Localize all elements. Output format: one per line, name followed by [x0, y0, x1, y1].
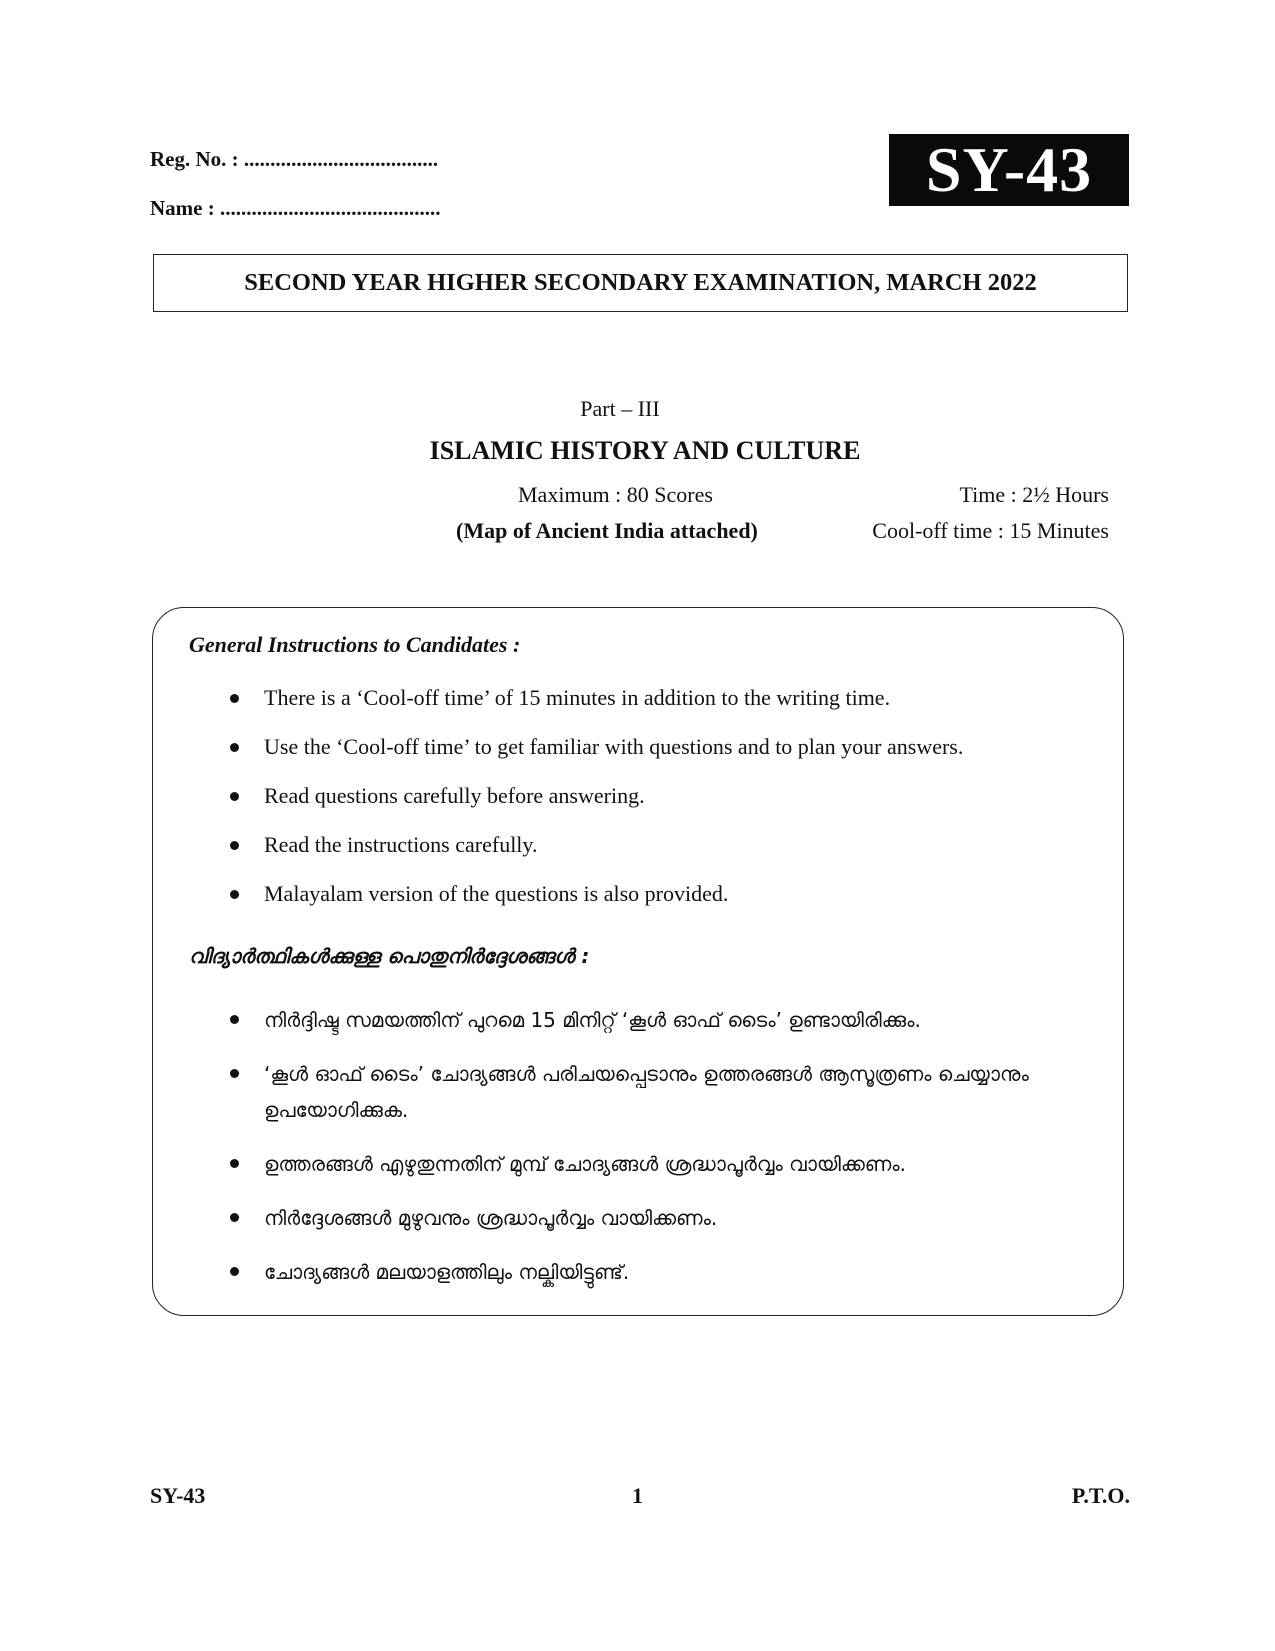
instructions-box	[152, 607, 1124, 1316]
instruction-item: Read questions carefully before answering.	[153, 783, 1123, 832]
time-allowed: Time : 2½ Hours	[959, 482, 1109, 507]
footer-paper-code: SY-43	[150, 1483, 206, 1508]
malayalam-instructions-heading: വിദ്യാർത്ഥികൾക്കുള്ള പൊതുനിർദ്ദേശങ്ങൾ :	[189, 944, 590, 968]
footer-pto: P.T.O.	[1071, 1483, 1130, 1508]
malayalam-instructions-list	[153, 1002, 1123, 1308]
part-label: Part – III	[580, 396, 660, 421]
paper-code-box: SY-43	[889, 134, 1129, 206]
cool-off-time: Cool-off time : 15 Minutes	[872, 518, 1109, 543]
exam-title: SECOND YEAR HIGHER SECONDARY EXAMINATION, MARCH 2022	[153, 254, 1128, 312]
malayalam-instruction-item: ഉത്തരങ്ങൾ എഴുതുന്നതിന് മുമ്പ് ചോദ്യങ്ങൾ ശ്രദ്ധാപൂർവ്വം വായിക്കണം.	[153, 1146, 1123, 1182]
malayalam-instruction-item: ‘കൂൾ ഓഫ് ടൈം’ ചോദ്യങ്ങൾ പരിചയപ്പെടാനും ഉത്തരങ്ങൾ ആസൂത്രണം ചെയ്യാനും ഉപയോഗിക്കുക.	[153, 1056, 1123, 1128]
instruction-item: Malayalam version of the questions is also provided.	[153, 881, 1123, 930]
malayalam-instruction-item: ചോദ്യങ്ങൾ മലയാളത്തിലും നല്കിയിട്ടുണ്ട്.	[153, 1254, 1123, 1290]
map-note: (Map of Ancient India attached)	[456, 518, 758, 543]
malayalam-instruction-item: നിർദ്ദിഷ്ട സമയത്തിന് പുറമെ 15 മിനിറ്റ് ‘കൂൾ ഓഫ് ടൈം’ ഉണ്ടായിരിക്കും.	[153, 1002, 1123, 1038]
instruction-item: Read the instructions carefully.	[153, 832, 1123, 881]
footer-page-number: 1	[632, 1483, 643, 1508]
maximum-scores: Maximum : 80 Scores	[518, 482, 713, 507]
instruction-item: Use the ‘Cool-off time’ to get familiar with questions and to plan your answers.	[153, 734, 1123, 783]
instructions-list	[153, 685, 1123, 930]
subject-title: ISLAMIC HISTORY AND CULTURE	[429, 436, 861, 465]
reg-no-line: Reg. No. : .....................................	[150, 147, 439, 171]
malayalam-instruction-item: നിർദ്ദേശങ്ങൾ മുഴുവനും ശ്രദ്ധാപൂർവ്വം വായിക്കണം.	[153, 1200, 1123, 1236]
instruction-item: There is a ‘Cool-off time’ of 15 minutes in addition to the writing time.	[153, 685, 1123, 734]
instructions-heading: General Instructions to Candidates :	[189, 632, 521, 657]
name-line: Name : ..........................................	[150, 196, 441, 220]
